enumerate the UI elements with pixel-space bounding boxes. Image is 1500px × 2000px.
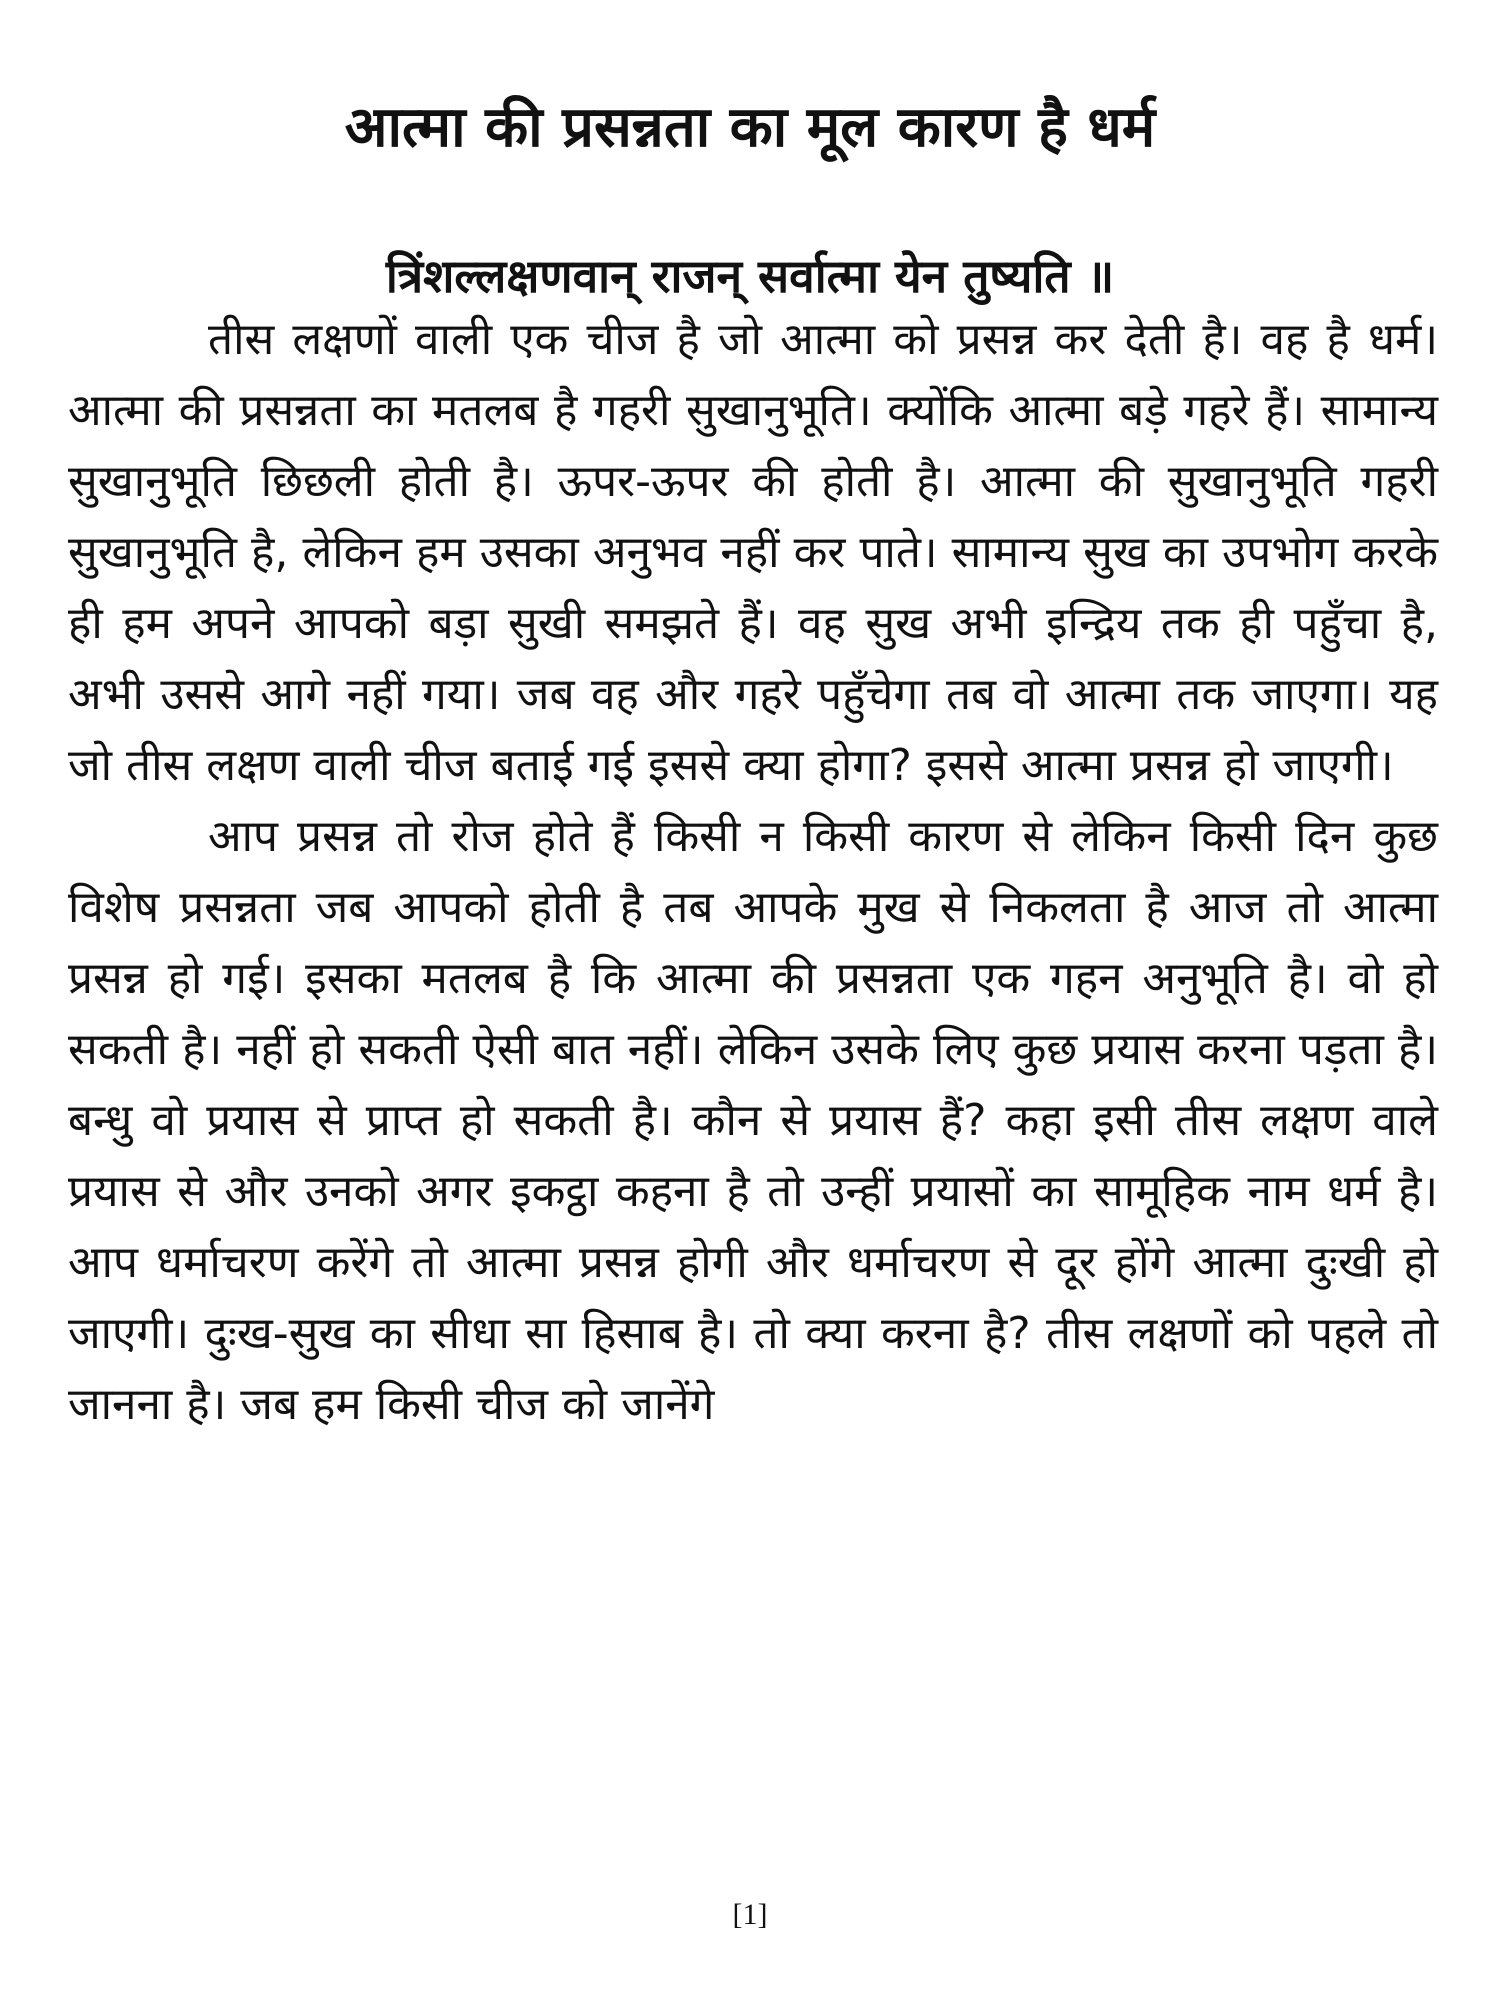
paragraph-2: आप प्रसन्न तो रोज होते हैं किसी न किसी कारण से लेकिन किसी दिन कुछ विशेष प्रसन्नता जब आपको होती है तब आपके मुख से निकलता है आज तो आत्मा प्रसन्न हो गई। इसका मतलब है कि आत्मा की प्रसन्नता एक गहन अनुभूति है। वो हो सकती है। नहीं हो सकती ऐसी बात नहीं। लेकिन उसके लिए कुछ प्रयास करना पड़ता है। बन्धु वो प्रयास से प्राप्त हो सकती है। कौन से प्रयास हैं? कहा इसी तीस लक्षण वाले प्रयास से और उनको अगर इकट्ठा कहना है तो उन्हीं प्रयासों का सामूहिक नाम धर्म है। आप धर्माचरण करेंगे तो आत्मा प्रसन्न होगी और धर्माचरण से दूर होंगे आत्मा दुःखी हो जाएगी। दुःख-सुख का सीधा सा हिसाब है। तो क्या करना है? तीस लक्षणों को पहले तो जानना है। जब हम किसी चीज को जानेंगे	[68, 811, 1438, 1430]
paragraph-1: तीस लक्षणों वाली एक चीज है जो आत्मा को प्रसन्न कर देती है। वह है धर्म। आत्मा की प्रसन्नता का मतलब है गहरी सुखानुभूति। क्योंकि आत्मा बड़े गहरे हैं। सामान्य सुखानुभूति छिछली होती है। ऊपर-ऊपर की होती है। आत्मा की सुखानुभूति गहरी सुखानुभूति है, लेकिन हम उसका अनुभव नहीं कर पाते। सामान्य सुख का उपभोग करके ही हम अपने आपको बड़ा सुखी समझते हैं। वह सुख अभी इन्द्रिय तक ही पहुँचा है, अभी उससे आगे नहीं गया। जब वह और गहरे पहुँचेगा तब वो आत्मा तक जाएगा। यह जो तीस लक्षण वाली चीज बताई गई इससे क्या होगा? इससे आत्मा प्रसन्न हो जाएगी।	[68, 314, 1438, 791]
body-text	[68, 304, 1438, 1440]
page-title: आत्मा की प्रसन्नता का मूल कारण है धर्म	[344, 95, 1156, 160]
verse-heading: त्रिंशल्लक्षणवान् राजन् सर्वात्मा येन तुष्यति ॥	[385, 249, 1115, 303]
page-number: [1]	[732, 1898, 768, 1931]
